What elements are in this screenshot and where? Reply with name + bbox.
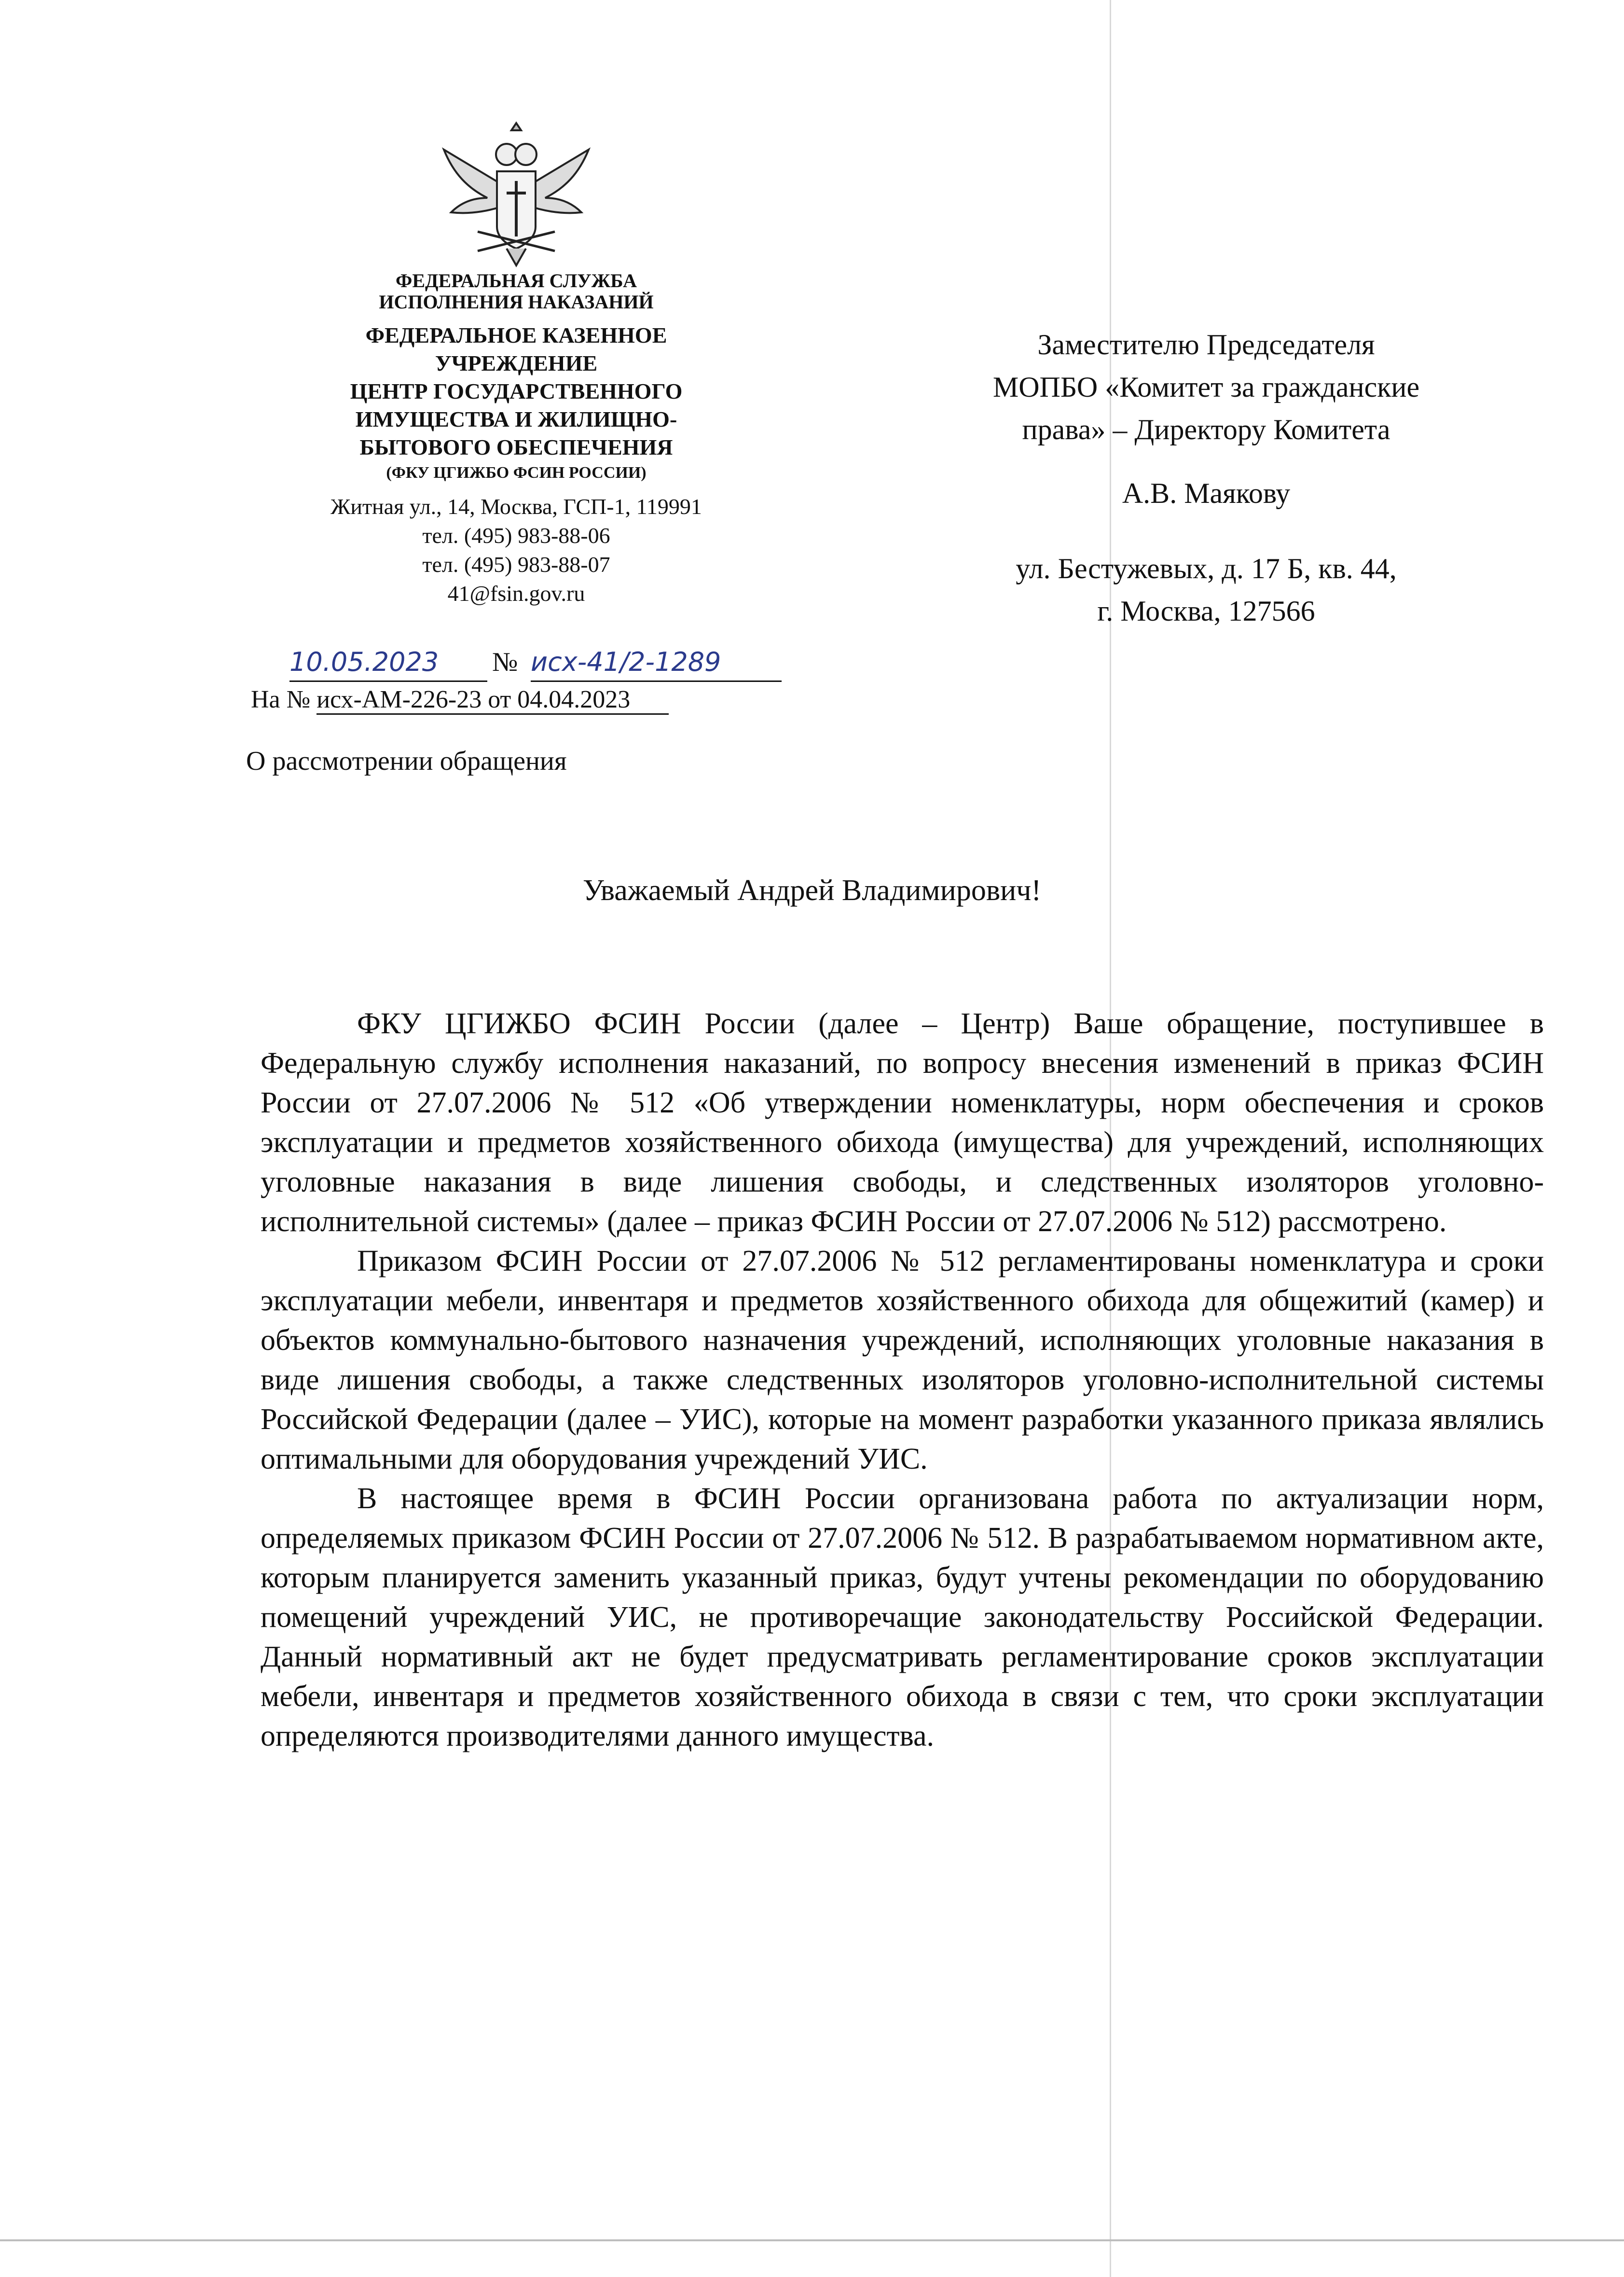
addressee-name: А.В. Маякову [1122, 477, 1291, 509]
sender-phone-1: тел. (495) 983-88-06 [422, 523, 610, 548]
reply-reference [251, 685, 669, 714]
outgoing-date: 10.05.2023 [289, 647, 487, 682]
sender-contacts [261, 492, 772, 608]
sender-phone-2: тел. (495) 983-88-07 [422, 552, 610, 577]
letter-body [261, 1004, 1544, 1756]
institution-name: ФЕДЕРАЛЬНОЕ КАЗЕННОЕ УЧРЕЖДЕНИЕ ЦЕНТР ГОСУДАРСТВЕННОГО ИМУЩЕСТВА И ЖИЛИЩНО- БЫТОВОГО ОБЕСПЕЧЕНИЯ [350, 323, 683, 459]
registration-line [270, 647, 782, 685]
institution-short-name: (ФКУ ЦГИЖБО ФСИН РОССИИ) [386, 464, 647, 482]
reply-prefix: На № [251, 686, 311, 713]
addressee-city: г. Москва, 127566 [1097, 595, 1315, 627]
page-edge-line [0, 2239, 1624, 2241]
sender-block [261, 270, 772, 608]
addressee-block: Заместителю Председателя МОПБО «Комитет за гражданские права» – Директору Комитета А.В. Маякову ул. Бестужевых, д. 17 Б, кв. 44, г. Москва, 127566 [888, 323, 1525, 632]
fsin-emblem-icon [434, 121, 598, 275]
body-paragraph: В настоящее время в ФСИН России организована работа по актуализации норм, определяемых приказом ФСИН России от 27.07.2006 № 512. В разрабатываемом нормативном акте, которым планируется заменить указанный приказ, будут учтены рекомендации по оборудованию помещений учреждений УИС, не противоречащие законодательству Российской Федерации. Данный нормативный акт не будет предусматривать регламентирование сроков эксплуатации мебели, инвентаря и предметов хозяйственного обихода в связи с тем, что сроки эксплуатации определяются производителями данного имущества. [261, 1482, 1544, 1752]
sender-email: 41@fsin.gov.ru [447, 581, 585, 606]
sender-address: Житная ул., 14, Москва, ГСП-1, 119991 [330, 494, 702, 519]
outgoing-number: исх-41/2-1289 [531, 647, 782, 682]
reply-ref-number: исх-АМ-226-23 от 04.04.2023 [317, 686, 669, 715]
body-paragraph: Приказом ФСИН России от 27.07.2006 № 512 регламентированы номенклатура и сроки эксплуатации мебели, инвентаря и предметов хозяйственного обихода для общежитий (камер) и объектов коммунально-бытового назначения учреждений, исполняющих уголовные наказания в виде лишения свободы, а также следственных изоляторов уголовно-исполнительной системы Российской Федерации (далее – УИС), которые на момент разработки указанного приказа являлись оптимальными для оборудования учреждений УИС. [261, 1245, 1544, 1475]
addressee-street: ул. Бестужевых, д. 17 Б, кв. 44, [1016, 553, 1397, 584]
number-sign: № [492, 647, 518, 677]
body-paragraph: ФКУ ЦГИЖБО ФСИН России (далее – Центр) Ваше обращение, поступившее в Федеральную службу исполнения наказаний, по вопросу внесения изменений в приказ ФСИН России от 27.07.2006 № 512 «Об утверждении номенклатуры, норм обеспечения и сроков эксплуатации и предметов хозяйственного обихода (имущества) для учреждений, исполняющих уголовные наказания в виде лишения свободы, и следственных изоляторов уголовно-исполнительной системы» (далее – приказ ФСИН России от 27.07.2006 № 512) рассмотрено. [261, 1007, 1544, 1238]
service-name: ФЕДЕРАЛЬНАЯ СЛУЖБА ИСПОЛНЕНИЯ НАКАЗАНИЙ [379, 270, 654, 313]
letter-subject: О рассмотрении обращения [246, 746, 567, 776]
salutation: Уважаемый Андрей Владимирович! [582, 874, 1042, 907]
